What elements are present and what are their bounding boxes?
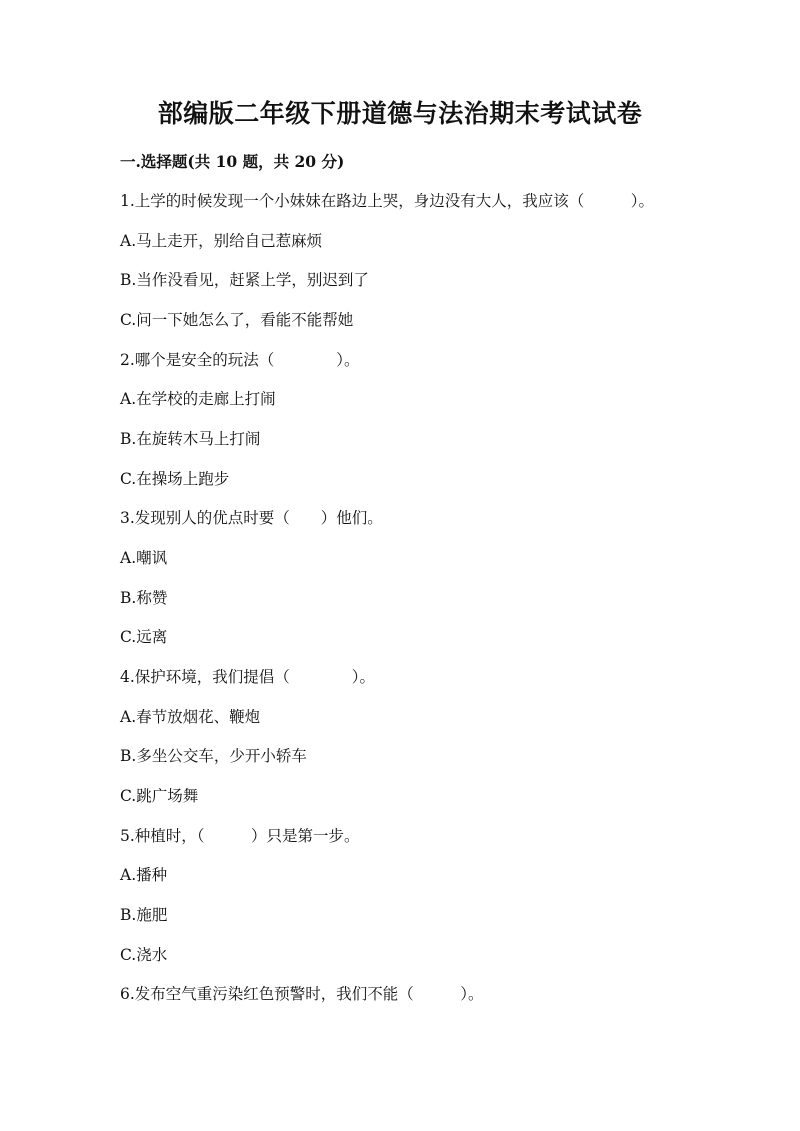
question-2-option-b: B.在旋转木马上打闹 <box>120 430 261 448</box>
question-4-option-a: A.春节放烟花、鞭炮 <box>120 708 261 726</box>
question-5-option-a: A.播种 <box>120 866 168 884</box>
section-heading: 一.选择题(共 10 题，共 20 分) <box>120 152 345 171</box>
question-3-option-c: C.远离 <box>120 628 168 646</box>
exam-title: 部编版二年级下册道德与法治期末考试试卷 <box>157 99 643 128</box>
question-1-option-a: A.马上走开，别给自己惹麻烦 <box>120 232 323 250</box>
question-2-stem: 2.哪个是安全的玩法（ ）。 <box>120 351 360 369</box>
question-3-stem: 3.发现别人的优点时要（ ）他们。 <box>120 509 383 527</box>
question-3-option-b: B.称赞 <box>120 589 168 607</box>
question-4-option-b: B.多坐公交车，少开小轿车 <box>120 747 307 765</box>
question-2-option-a: A.在学校的走廊上打闹 <box>120 390 276 408</box>
question-1-option-c: C.问一下她怎么了，看能不能帮她 <box>120 311 354 329</box>
question-5-option-c: C.浇水 <box>120 946 168 964</box>
question-2-option-c: C.在操场上跑步 <box>120 470 230 488</box>
question-5-stem: 5.种植时，（ ）只是第一步。 <box>120 827 360 845</box>
question-6-stem: 6.发布空气重污染红色预警时，我们不能（ ）。 <box>120 985 484 1003</box>
question-5-option-b: B.施肥 <box>120 906 168 924</box>
question-4-option-c: C.跳广场舞 <box>120 787 199 805</box>
question-3-option-a: A.嘲讽 <box>120 549 168 567</box>
question-4-stem: 4.保护环境，我们提倡（ ）。 <box>120 668 376 686</box>
question-1-stem: 1.上学的时候发现一个小妹妹在路边上哭，身边没有大人，我应该（ ）。 <box>120 192 655 210</box>
question-1-option-b: B.当作没看见，赶紧上学，别迟到了 <box>120 271 369 289</box>
